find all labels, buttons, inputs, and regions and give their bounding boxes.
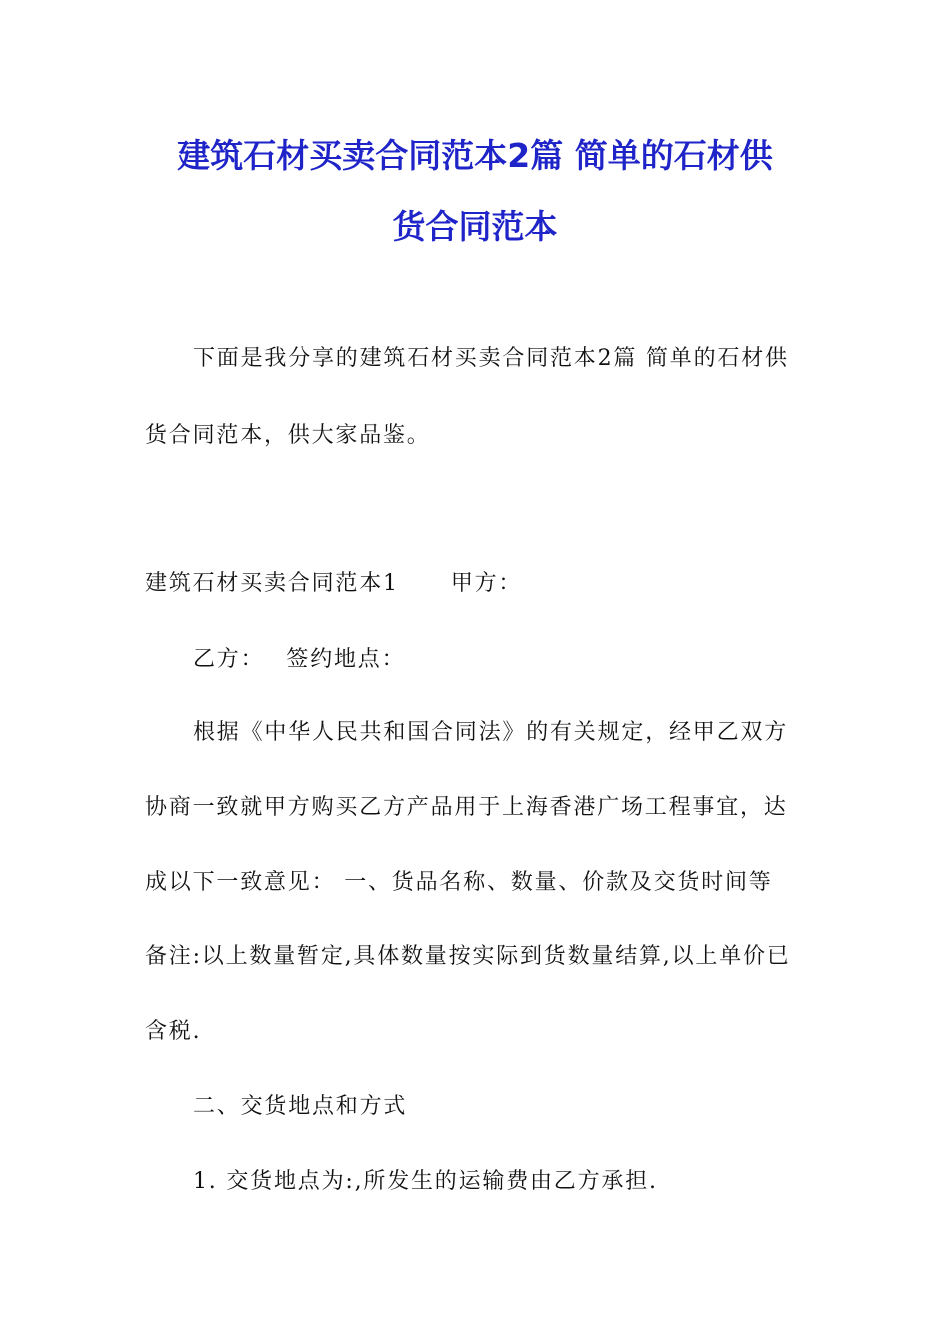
intro-line-2: 货合同范本，供大家品鉴。 (145, 423, 431, 448)
party-a-label: 甲方： (450, 571, 523, 596)
intro-line-1: 下面是我分享的建筑石材买卖合同范本2篇 简单的石材供 (193, 346, 789, 371)
clause-2-item-1: 1. 交货地点为:,所发生的运输费由乙方承担. (193, 1169, 658, 1194)
party-b-label: 乙方： (193, 647, 265, 672)
paragraph-1-line-5: 含税. (145, 1019, 202, 1044)
paragraph-1-line-4: 备注:以上数量暂定,具体数量按实际到货数量结算,以上单价已 (145, 944, 791, 969)
paragraph-1-line-2: 协商一致就甲方购买乙方产品用于上海香港广场工程事宜，达 (145, 795, 788, 820)
clause-2-heading: 二、交货地点和方式 (193, 1094, 408, 1119)
document-title-line-1: 建筑石材买卖合同范本2篇 简单的石材供 (177, 136, 773, 175)
section-heading-row (145, 569, 522, 599)
sign-place-label: 签约地点： (286, 647, 406, 672)
document-title-line-2: 货合同范本 (392, 207, 558, 246)
paragraph-1-line-1: 根据《中华人民共和国合同法》的有关规定，经甲乙双方 (193, 720, 789, 745)
paragraph-1-line-3: 成以下一致意见： 一、货品名称、数量、价款及交货时间等 (145, 870, 773, 895)
party-b-row (193, 645, 405, 675)
section-heading: 建筑石材买卖合同范本1 (145, 571, 399, 596)
